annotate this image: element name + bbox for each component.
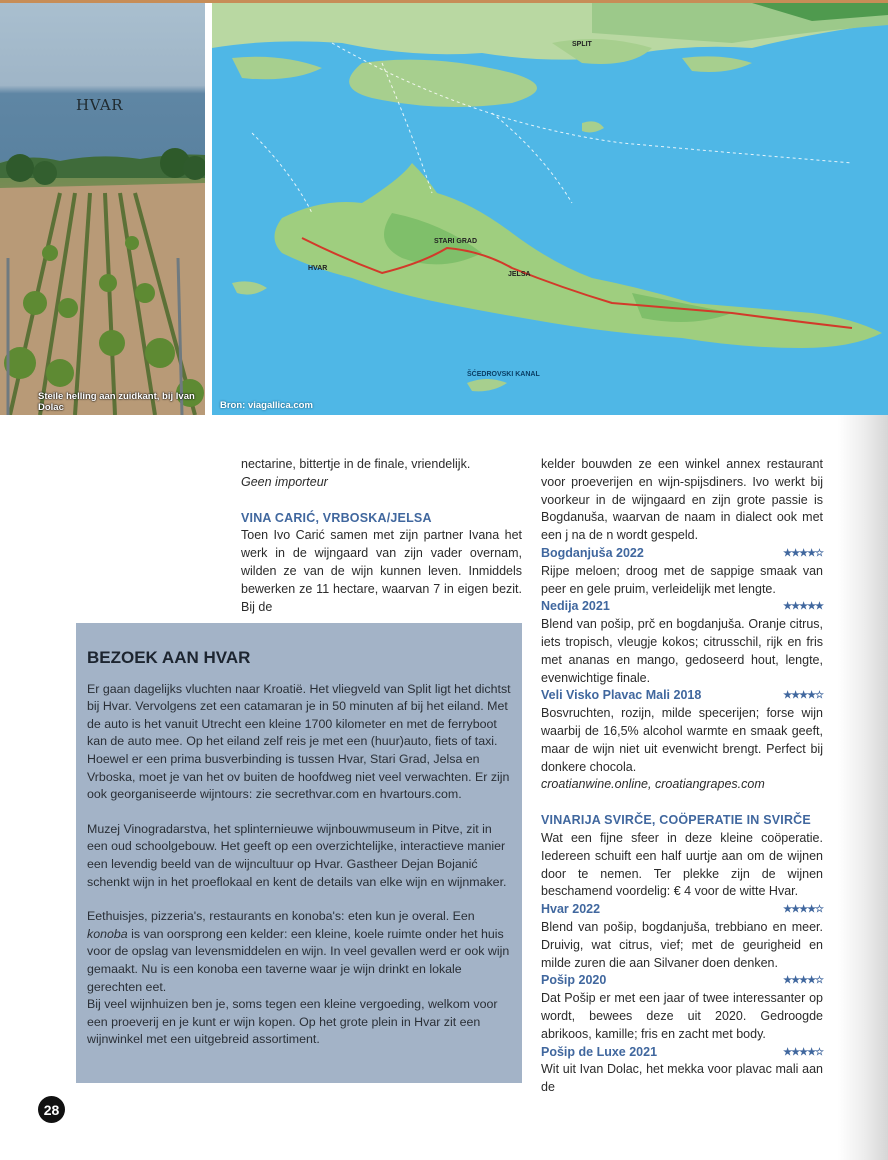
- wine-name: Pošip 2020: [541, 973, 607, 988]
- wine-entry-header: [541, 901, 823, 919]
- wine-description: Wit uit Ivan Dolac, het mekka voor plavac mali aan de: [541, 1062, 823, 1095]
- visit-hvar-box: [76, 623, 522, 1083]
- wine-entry-header: [541, 1044, 823, 1062]
- wine-name: Hvar 2022: [541, 902, 601, 917]
- wine-name: Veli Visko Plavac Mali 2018: [541, 688, 702, 703]
- rating-stars: ★★★★☆: [783, 1046, 823, 1058]
- box-paragraph: Muzej Vinogradarstva, het splinternieuwe wijnbouwmuseum in Pitve, zit in een oud schoolgebouw. Het geeft op een overzichtelijke, interactieve manier een levendig beeld van de wijncultuur op Hvar. Gastheer Dejan Bojanić schenkt wijn in het proeflokaal en kent de details van elke wijn en wijnmaker.: [87, 821, 507, 889]
- right-column: [541, 456, 823, 1097]
- wine-description: Dat Pošip er met een jaar of twee interessanter op wordt, bewees deze uit 2020. Gedroogde abrikoos, kamille; fris en zacht met body.: [541, 991, 823, 1041]
- wine-entry-header: [541, 598, 823, 616]
- rating-stars: ★★★★☆: [783, 904, 823, 916]
- photo-title: HVAR: [76, 96, 124, 114]
- wine-description: Blend van pošip, bogdanjuša, trebbiano en meer. Druivig, wat citrus, vief; met de geurigheid en milde zuren die aan Silvaner doen denken.: [541, 919, 823, 970]
- section-heading: VINA CARIĆ, VRBOSKA/JELSA: [241, 510, 432, 525]
- wine-description: Rijpe meloen; droog met de sappige smaak van peer en gele pruim, verleidelijk met lengte.: [541, 563, 823, 596]
- paragraph: Wat een fijne sfeer in deze kleine coöperatie. Iedereen schuift een half uurtje aan om de wijnen door te nemen. Ter plekke zijn de wijnen beschamend voordelig: € 4 voor de witte Hvar.: [541, 830, 823, 899]
- wine-entry-header: [541, 972, 823, 990]
- source-links: croatianwine.online, croatiangrapes.com: [541, 777, 765, 792]
- page-edge-shadow: [838, 415, 888, 1160]
- wine-name: Pošip de Luxe 2021: [541, 1044, 658, 1059]
- map-label-hvar: HVAR: [308, 265, 328, 272]
- wine-description: Blend van pošip, prč en bogdanjuša. Oranje citrus, iets tropisch, vleugje kokos; citrusschil, rijk en fris met ananas en mango, gedoseerd hout, lengte, evenwichtige finale.: [541, 617, 823, 685]
- map-label-kanal: ŠĆEDROVSKI KANAL: [467, 371, 540, 378]
- text-line: nectarine, bittertje in de finale, vriendelijk.: [241, 457, 471, 471]
- photo-caption: Steile helling aan zuidkant, bij Ivan Dolac: [38, 391, 195, 413]
- map-label-stari-grad: STARI GRAD: [434, 238, 478, 245]
- italic-term: konoba: [87, 926, 128, 941]
- text-span: is van oorsprong een kelder: een kleine, koele ruimte onder het huis voor de opslag van levensmiddelen en wijn. In veel gevallen werd er ook wijn gemaakt. Nu is een konoba een taverne waar je wijn drinkt en lokale gerechten eet.: [87, 926, 510, 994]
- wine-name: Bogdanjuša 2022: [541, 545, 644, 560]
- wine-entry-header: [541, 545, 823, 563]
- box-paragraph: Bij veel wijnhuizen ben je, soms tegen een kleine vergoeding, welkom voor een proeverij en je kunt er wijn kopen. Op het grote plein in Hvar zit een wijnwinkel met een uitgebreid assortiment.: [87, 997, 498, 1047]
- section-heading: VINARIJA SVIRČE, COÖPERATIE IN SVIRČE: [541, 813, 811, 828]
- rating-stars: ★★★★☆: [783, 547, 823, 559]
- left-column: [241, 456, 522, 616]
- rating-stars: ★★★★☆: [783, 975, 823, 987]
- text-span: Eethuisjes, pizzeria's, restaurants en konoba's: eten kun je overal. Een: [87, 909, 475, 924]
- map-label-jelsa: JELSA: [508, 271, 531, 278]
- rating-stars: ★★★★☆: [783, 690, 823, 702]
- vineyard-photo: [0, 3, 205, 415]
- box-paragraph: [87, 908, 512, 996]
- paragraph: Toen Ivo Carić samen met zijn partner Ivana het werk in de wijngaard van zijn vader overnam, wilden ze van de wijn kunnen leven. Inmiddels bewerken ze 11 hectare, waarvan 7 in eigen bezit. Bij de: [241, 528, 522, 614]
- paragraph: kelder bouwden ze een winkel annex restaurant voor proeverijen en wijn-spijsdiners. Ivo werkt bij voorkeur in de wijngaard en zijn grote passie is Bogdanuša, waarvan de naam in dialect ook met een j na de n wordt gespeld.: [541, 457, 823, 543]
- map-source: Bron: viagallica.com: [220, 400, 313, 411]
- wine-entry-header: [541, 687, 823, 705]
- rating-stars: ★★★★★: [783, 601, 823, 613]
- wine-name: Nedija 2021: [541, 599, 610, 614]
- box-paragraph: Er gaan dagelijks vluchten naar Kroatië. Het vliegveld van Split ligt het dichtst bij Hvar. Vervolgens zet een catamaran je in 50 minuten af bij het eiland. Met de auto is het vanuit Utrecht een kleine 1700 kilometer en met de ferryboot kan de auto mee. Op het eiland zelf reis je met een (huur)auto, fiets of taxi. Hoewel er een prima busverbinding is tussen Hvar, Stari Grad, Jelsa en Vrboska, moet je van het ov buiten de hoofdweg niet veel verwachten. Er zijn ook georganiseerde wijntours: zie secrethvar.com en hvartours.com.: [87, 681, 511, 802]
- wine-description: Bosvruchten, rozijn, milde specerijen; forse wijn waarbij de 16,5% alcohol warmte en smaak geeft, maar de wijn niet uit evenwicht brengt. Perfect bij donkere chocola.: [541, 706, 823, 774]
- map-label-split: SPLIT: [572, 41, 592, 48]
- page-number: 28: [38, 1096, 65, 1123]
- hvar-map: [212, 3, 888, 415]
- box-title: BEZOEK AAN HVAR: [87, 648, 251, 667]
- importer-note: Geen importeur: [241, 474, 328, 489]
